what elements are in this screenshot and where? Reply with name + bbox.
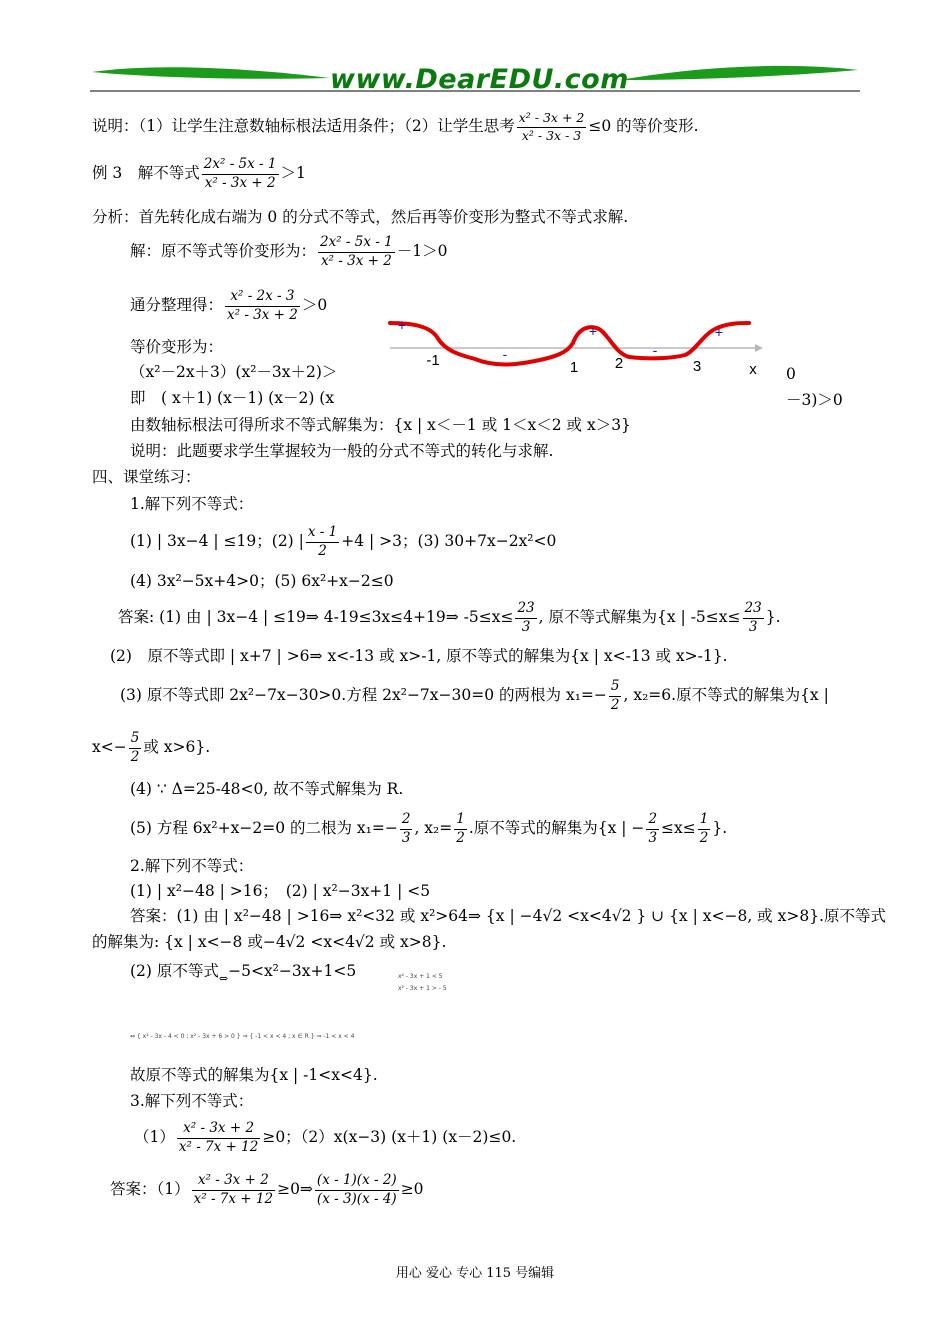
system-brace-line-2: x² - 3x + 1 > - 5 <box>398 985 447 992</box>
plus-sign-1: + <box>397 317 407 333</box>
left-swoosh <box>92 67 330 79</box>
fraction: $\frac{\text{x² - 2x - 3}}{\text{x² - 3x + 2}}$ <box>227 288 298 323</box>
answer-3-1: 答案：（1） $\frac{\text{x² - 3x + 2}}{\text{x² - 7x + 12}}$ ≥0⇒ $\frac{(x - 1)(x - 2)}{(x - 3)(x - 4)}$ ≥0 <box>110 1172 424 1207</box>
answer-2-1: 答案：(1) 由 | x²−48 | >16⇒ x²<32 或 x²>64⇒ {x | −4√2 <x<4√2 } ∪ {x | x<−8, 或 x>8}.原不等式 <box>130 907 886 925</box>
plus-sign-3: + <box>714 324 724 340</box>
exercise-1-problems: (1) | 3x−4 | ≤19；(2) | $\frac{x - 1}{2}$ +4 | >3；(3) 30+7x−2x²<0 <box>130 524 557 559</box>
minus-sign-1: - <box>502 346 508 362</box>
remark-line: 说明：（1）让学生注意数轴标根法适用条件；（2）让学生思考 $\frac{\text{x² - 3x + 2}}{\text{x² - 3x - 3}}$ ≤0 的等价变形. <box>92 110 699 143</box>
answer-2-2-result: 故原不等式的解集为{x | -1<x<4}. <box>130 1066 378 1084</box>
solution-line: 解：原不等式等价变形为： $\frac{\text{2x² - 5x - 1}}{\text{x² - 3x + 2}}$ －1＞0 <box>130 234 448 269</box>
system-brace-line-1: x² - 3x + 1 < 5 <box>398 973 443 980</box>
answer-1: 答案: (1) 由 | 3x−4 | ≤19⇒ 4-19≤3x≤4+19⇒ -5≤x≤ $\frac{23}{3}$ , 原不等式解集为{x | -5≤x≤ $\frac{23}{3}$ }. <box>118 600 781 635</box>
fraction: $\frac{23}{3}$ <box>517 600 535 635</box>
example-3: 例 3 解不等式 $\frac{\text{2x² - 5x - 1}}{\text{x² - 3x + 2}}$ ＞1 <box>92 156 306 191</box>
plus-sign-2: + <box>588 323 598 339</box>
fraction: $\frac{1}{2}$ <box>699 811 709 846</box>
answer-2-2: (2) 原不等式$_\Leftrightarrow$−5<x²−3x+1<5 <box>130 962 357 985</box>
equiv-label: 等价变形为： <box>130 338 224 356</box>
tick-label-2: 2 <box>614 355 624 372</box>
exercise-1-problems-b: (4) 3x²−5x+4>0；(5) 6x²+x−2≤0 <box>130 572 394 590</box>
equiv-line-right: 0 <box>786 365 796 383</box>
minus-sign-2: - <box>652 342 658 358</box>
simplify-line: 通分整理得： $\frac{\text{x² - 2x - 3}}{\text{x² - 3x + 2}}$ ＞0 <box>130 288 328 323</box>
exercise-3-problems: （1） $\frac{\text{x² - 3x + 2}}{\text{x² - 7x + 12}}$ ≥0；（2）x(x−3) (x＋1) (x－2)≤0. <box>134 1120 517 1155</box>
section-heading: 四、课堂练习： <box>92 468 201 486</box>
exercise-2-heading: 2.解下列不等式： <box>130 857 254 875</box>
solution-set-line: 由数轴标根法可得所求不等式解集为：{x | x＜－1 或 1＜x＜2 或 x＞3} <box>130 416 631 434</box>
fraction: $\frac{\text{x² - 3x + 2}}{\text{x² - 7x + 12}}$ <box>193 1172 274 1207</box>
fraction: $\frac{2}{3}$ <box>648 811 658 846</box>
answer-3: (3) 原不等式即 2x²−7x−30>0.方程 2x²−7x−30=0 的两根为 x₁=− $\frac{5}{2}$ , x₂=6.原不等式的解集为{x | <box>120 678 829 713</box>
exercise-3-heading: 3.解下列不等式： <box>130 1092 254 1110</box>
axis-label-x: x <box>749 361 757 378</box>
factored-line: 即 ( x＋1) (x－1) (x－2) (x <box>130 389 335 407</box>
analysis-line: 分析：首先转化成右端为 0 的分式不等式，然后再等价变形为整式不等式求解. <box>92 208 629 226</box>
exercise-1-heading: 1.解下列不等式： <box>130 495 254 513</box>
right-swoosh <box>620 66 858 80</box>
answer-4: (4) ∵ Δ=25-48<0, 故不等式解集为 R. <box>130 780 404 798</box>
fraction: $\frac{1}{2}$ <box>456 811 465 846</box>
fraction: $\frac{\text{2x² - 5x - 1}}{\text{x² - 3x + 2}}$ <box>320 234 393 269</box>
fraction: $\frac{\text{2x² - 5x - 1}}{\text{x² - 3x + 2}}$ <box>203 156 277 191</box>
exercise-2-problems: (1) | x²−48 | >16； (2) | x²−3x+1 | <5 <box>130 882 431 900</box>
brand-logo[interactable]: www.DearEDU.com <box>330 64 629 95</box>
answer-3-cont: x<− $\frac{5}{2}$ 或 x>6}. <box>92 730 211 765</box>
fraction: $\frac{2}{3}$ <box>401 811 411 846</box>
remark-line-2: 说明：此题要求学生掌握较为一般的分式不等式的转化与求解. <box>130 442 554 460</box>
fraction: $\frac{\text{x² - 3x + 2}}{\text{x² - 3x - 3}}$ <box>518 110 585 143</box>
answer-2: (2) 原不等式即 | x+7 | >6⇒ x<-13 或 x>-1, 原不等式的解集为{x | x<-13 或 x>-1}. <box>110 647 728 665</box>
answer-2-1-cont: 的解集为: {x | x<−8 或−4√2 <x<4√2 或 x>8}. <box>92 933 447 951</box>
answer-5: (5) 方程 6x²+x−2=0 的二根为 x₁=− $\frac{2}{3}$ , x₂= $\frac{1}{2}$ .原不等式的解集为{x | − $\frac{2}{3}$ ≤x≤ $\frac{1}{2}$ }. <box>130 811 728 846</box>
tick-label-3: 3 <box>692 358 702 375</box>
fraction: $\frac{\text{x² - 3x + 2}}{\text{x² - 7x + 12}}$ <box>178 1120 259 1155</box>
fraction: $\frac{23}{3}$ <box>744 600 762 635</box>
page-footer: 用心 爱心 专心 115 号编辑 <box>395 1266 555 1281</box>
tick-label-1: 1 <box>569 359 579 376</box>
fraction: $\frac{x - 1}{2}$ <box>307 524 338 559</box>
factored-line-right: －3)＞0 <box>786 391 843 409</box>
number-axis-figure <box>385 315 785 385</box>
fraction: $\frac{5}{2}$ <box>610 678 620 713</box>
fraction: $\frac{5}{2}$ <box>130 730 140 765</box>
system-derivation: ⇔ { x² - 3x - 4 < 0 ; x² - 3x + 6 > 0 } ⇒ { -1 < x < 4 ; x ∈ R } ⇒ -1 < x < 4 <box>130 1033 355 1040</box>
equiv-line: （x²－2x＋3）(x²－3x＋2)＞ <box>130 363 338 381</box>
axis-arrow <box>755 344 763 352</box>
tick-label-minus1: -1 <box>426 352 440 369</box>
fraction: $\frac{(x - 1)(x - 2)}{(x - 3)(x - 4)}$ <box>316 1172 397 1207</box>
